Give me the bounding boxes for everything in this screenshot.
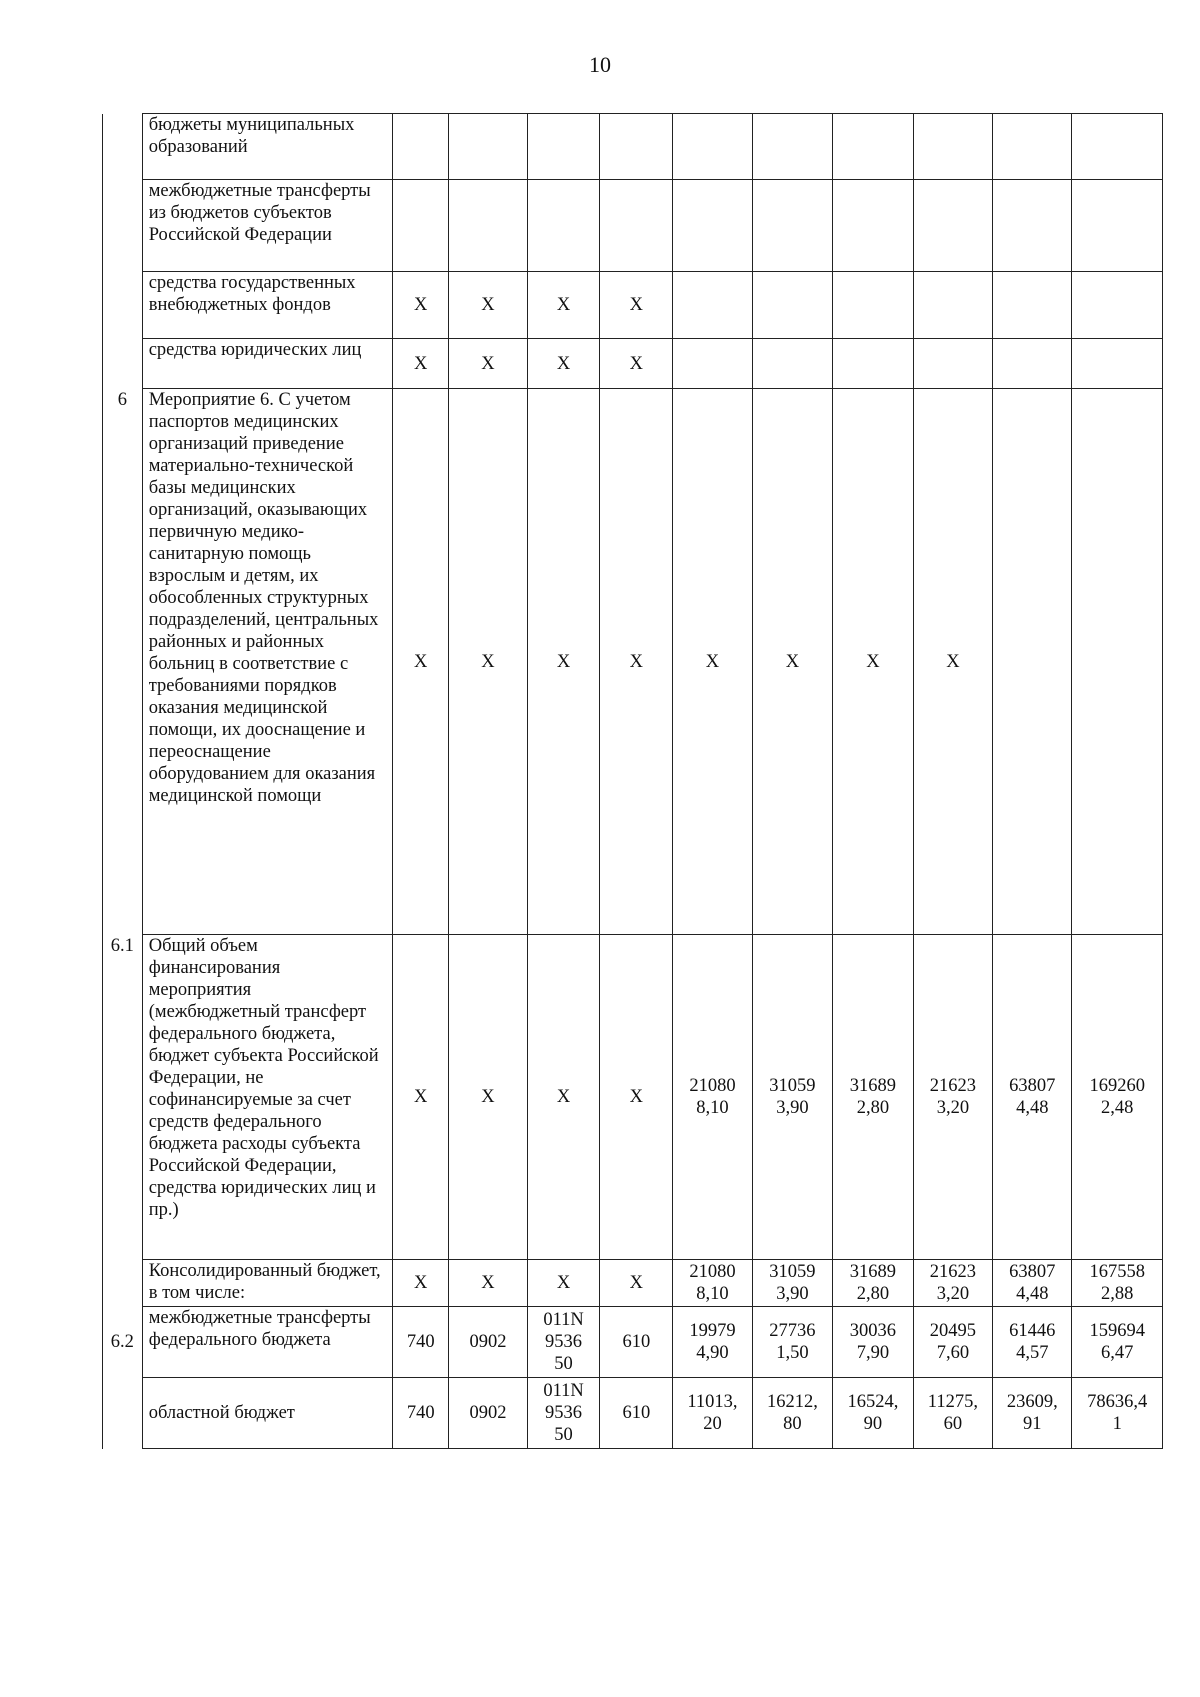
value-line-1: 31689: [849, 1262, 897, 1282]
cell-value-4: [913, 180, 992, 272]
cell-grbs: X: [393, 935, 449, 1260]
cell-rzpr: [449, 114, 527, 180]
value-line-2: 6,47: [1101, 1343, 1134, 1363]
cell-vr: X: [600, 272, 673, 339]
cell-grbs: X: [393, 339, 449, 389]
row-number-cell: [103, 114, 143, 180]
budget-table: [102, 113, 1163, 1449]
cell-value-1: [673, 114, 752, 180]
cell-value-1: [673, 339, 752, 389]
row-number: 6.1: [103, 935, 143, 1260]
cell-value-4: [913, 339, 992, 389]
row-number-cell: [103, 180, 143, 272]
cell-value-5: [993, 935, 1072, 1260]
cell-value-2: [752, 1307, 833, 1378]
cell-value-1: [673, 180, 752, 272]
row-name: средства государственных внебюджетных фондов: [142, 272, 392, 339]
cell-value-4: [913, 272, 992, 339]
value-line-2: 2,80: [856, 1098, 890, 1118]
table-row-funds: [103, 272, 1163, 339]
value-line-1: 16524,: [847, 1392, 899, 1412]
value-line-1: 63807: [1009, 1076, 1056, 1096]
cell-grbs: X: [393, 389, 449, 935]
cell-value-5: [993, 1307, 1072, 1378]
row-name: Консолидированный бюджет, в том числе:: [142, 1260, 392, 1307]
value-line-2: 3,20: [936, 1098, 970, 1118]
table-row-regional-budget: [103, 1378, 1163, 1449]
cell-value-2: [752, 1260, 833, 1307]
value-line-2: 2,80: [856, 1284, 890, 1304]
value-line-1: 30036: [849, 1321, 897, 1341]
cell-value-2: [752, 339, 833, 389]
cell-value-2: [752, 1378, 833, 1449]
value-line-2: 4,57: [1016, 1343, 1049, 1363]
value-line-1: 61446: [1009, 1321, 1056, 1341]
cell-rzpr: X: [449, 935, 527, 1260]
cell-value-6: [1072, 1260, 1163, 1307]
cell-grbs: 740: [393, 1307, 449, 1378]
table-row-consolidated: [103, 1260, 1163, 1307]
cell-value-3: [833, 180, 914, 272]
value-line-2: 2,88: [1101, 1284, 1134, 1304]
cell-value-4: [913, 935, 992, 1260]
cell-value-2: [752, 935, 833, 1260]
cell-value-5: [993, 389, 1072, 935]
value-line-2: 60: [943, 1414, 963, 1434]
value-line-1: 78636,4: [1087, 1392, 1148, 1412]
cell-value-6: [1072, 114, 1163, 180]
value-line-1: 31059: [769, 1076, 816, 1096]
value-line-1: 21623: [929, 1262, 976, 1282]
cell-value-4: [913, 114, 992, 180]
value-line-2: 4,90: [696, 1343, 729, 1363]
value-line-2: 7,90: [856, 1343, 890, 1363]
row-number-cell: [103, 272, 143, 339]
cell-vr: X: [600, 389, 673, 935]
value-line-1: 31059: [769, 1262, 816, 1282]
cell-rzpr: X: [449, 389, 527, 935]
cell-grbs: [393, 180, 449, 272]
cell-value-6: [1072, 1307, 1163, 1378]
value-line-2: 1: [1112, 1414, 1122, 1434]
row-name: межбюджетные трансферты федерального бюджета: [142, 1307, 392, 1378]
cell-value-6: [1072, 180, 1163, 272]
value-line-1: 20495: [929, 1321, 976, 1341]
cell-rzpr: 0902: [449, 1307, 527, 1378]
cell-vr: X: [600, 935, 673, 1260]
value-line-2: 2,48: [1101, 1098, 1134, 1118]
cell-value-3: [833, 114, 914, 180]
value-line-1: 11013,: [687, 1392, 738, 1412]
cell-value-1: X: [673, 389, 752, 935]
value-line-1: 167558: [1089, 1262, 1145, 1282]
cell-grbs: [393, 114, 449, 180]
cell-vr: [600, 114, 673, 180]
cell-value-5: [993, 1378, 1072, 1449]
cell-rzpr: X: [449, 339, 527, 389]
csr-line-1: 011N: [543, 1381, 584, 1401]
value-line-2: 4,48: [1016, 1284, 1049, 1304]
cell-value-6: [1072, 272, 1163, 339]
cell-grbs: X: [393, 1260, 449, 1307]
cell-rzpr: X: [449, 1260, 527, 1307]
table-row-legal-entities: [103, 339, 1163, 389]
value-line-1: 16212,: [766, 1392, 818, 1412]
cell-value-3: [833, 935, 914, 1260]
value-line-1: 21623: [929, 1076, 976, 1096]
value-line-2: 8,10: [696, 1284, 729, 1304]
cell-csr: [527, 1378, 600, 1449]
cell-csr: X: [527, 339, 600, 389]
page-number: 10: [589, 52, 611, 77]
cell-vr: X: [600, 1260, 673, 1307]
cell-rzpr: 0902: [449, 1378, 527, 1449]
cell-value-6: [1072, 1378, 1163, 1449]
value-line-1: 21080: [689, 1076, 736, 1096]
cell-value-4: [913, 1260, 992, 1307]
cell-value-5: [993, 114, 1072, 180]
value-line-2: 3,20: [936, 1284, 970, 1304]
value-line-2: 90: [863, 1414, 883, 1434]
row-name: областной бюджет: [142, 1378, 392, 1449]
row-name: средства юридических лиц: [142, 339, 392, 389]
value-line-1: 63807: [1009, 1262, 1056, 1282]
csr-line-1: 011N: [543, 1310, 584, 1330]
cell-grbs: 740: [393, 1378, 449, 1449]
value-line-2: 1,50: [776, 1343, 809, 1363]
value-line-2: 3,90: [776, 1284, 809, 1304]
value-line-1: 31689: [849, 1076, 897, 1096]
table-row-subject-transfers: [103, 180, 1163, 272]
cell-grbs: X: [393, 272, 449, 339]
cell-value-6: [1072, 389, 1163, 935]
cell-rzpr: X: [449, 272, 527, 339]
cell-value-2: X: [752, 389, 833, 935]
value-line-2: 3,90: [776, 1098, 809, 1118]
cell-vr: 610: [600, 1307, 673, 1378]
cell-value-5: [993, 272, 1072, 339]
cell-csr: X: [527, 935, 600, 1260]
cell-csr: X: [527, 272, 600, 339]
value-line-1: 19979: [689, 1321, 736, 1341]
cell-csr: [527, 114, 600, 180]
cell-value-3: [833, 339, 914, 389]
cell-csr: X: [527, 389, 600, 935]
value-line-1: 11275,: [927, 1392, 978, 1412]
row-name: Мероприятие 6. С учетом паспортов медицинских организаций приведение материально-технической базы медицинских организаций, оказывающих первичную медико-санитарную помощь взрослым и детям, их обособленных структурных подразделений, центральных районных и районных больниц в соответствие с требованиями порядков оказания медицинской помощи, их дооснащение и переоснащение оборудованием для оказания медицинской помощи: [142, 389, 392, 935]
value-line-1: 21080: [689, 1262, 736, 1282]
value-line-2: 4,48: [1016, 1098, 1049, 1118]
row-number-cell: [103, 339, 143, 389]
value-line-2: 20: [703, 1414, 722, 1434]
csr-line-2: 9536: [545, 1332, 583, 1352]
cell-value-3: [833, 1378, 914, 1449]
cell-value-3: X: [833, 389, 914, 935]
value-line-1: 159694: [1089, 1321, 1145, 1341]
table-row-measure-6-1: [103, 935, 1163, 1260]
value-line-2: 7,60: [936, 1343, 970, 1363]
value-line-1: 27736: [769, 1321, 816, 1341]
cell-value-2: [752, 272, 833, 339]
row-number: 6: [103, 389, 143, 935]
cell-vr: X: [600, 339, 673, 389]
cell-value-1: [673, 1378, 752, 1449]
value-line-1: 23609,: [1006, 1392, 1058, 1412]
value-line-2: 91: [1023, 1414, 1042, 1434]
value-line-2: 80: [783, 1414, 802, 1434]
cell-value-1: [673, 1260, 752, 1307]
csr-line-3: 50: [554, 1425, 573, 1445]
cell-value-4: [913, 1307, 992, 1378]
csr-line-3: 50: [554, 1354, 573, 1374]
row-number-cell: [103, 1260, 143, 1307]
cell-csr: X: [527, 1260, 600, 1307]
cell-csr: [527, 1307, 600, 1378]
table-row-municipal: [103, 114, 1163, 180]
cell-value-3: [833, 1260, 914, 1307]
csr-line-2: 9536: [545, 1403, 583, 1423]
cell-value-1: [673, 1307, 752, 1378]
table-row-federal-transfers: [103, 1307, 1163, 1378]
value-line-1: 169260: [1089, 1076, 1145, 1096]
cell-value-4: [913, 1378, 992, 1449]
cell-value-6: [1072, 339, 1163, 389]
row-name: Общий объем финансирования мероприятия (межбюджетный трансферт федерального бюджета, бюджет субъекта Российской Федерации, не софинансируемые за счет средств федерального бюджета расходы субъекта Российской Федерации, средства юридических лиц и пр.): [142, 935, 392, 1260]
cell-csr: [527, 180, 600, 272]
cell-vr: 610: [600, 1378, 673, 1449]
cell-value-6: [1072, 935, 1163, 1260]
cell-value-3: [833, 1307, 914, 1378]
cell-value-2: [752, 180, 833, 272]
table-row-measure-6: [103, 389, 1163, 935]
cell-vr: [600, 180, 673, 272]
value-line-2: 8,10: [696, 1098, 729, 1118]
row-number-cell: [103, 1378, 143, 1449]
cell-value-2: [752, 114, 833, 180]
cell-value-5: [993, 339, 1072, 389]
cell-value-1: [673, 272, 752, 339]
cell-value-5: [993, 180, 1072, 272]
cell-value-4: X: [913, 389, 992, 935]
cell-value-5: [993, 1260, 1072, 1307]
cell-value-1: [673, 935, 752, 1260]
cell-rzpr: [449, 180, 527, 272]
row-name: межбюджетные трансферты из бюджетов субъектов Российской Федерации: [142, 180, 392, 272]
row-name: бюджеты муниципальных образований: [142, 114, 392, 180]
row-number: 6.2: [103, 1307, 143, 1378]
cell-value-3: [833, 272, 914, 339]
